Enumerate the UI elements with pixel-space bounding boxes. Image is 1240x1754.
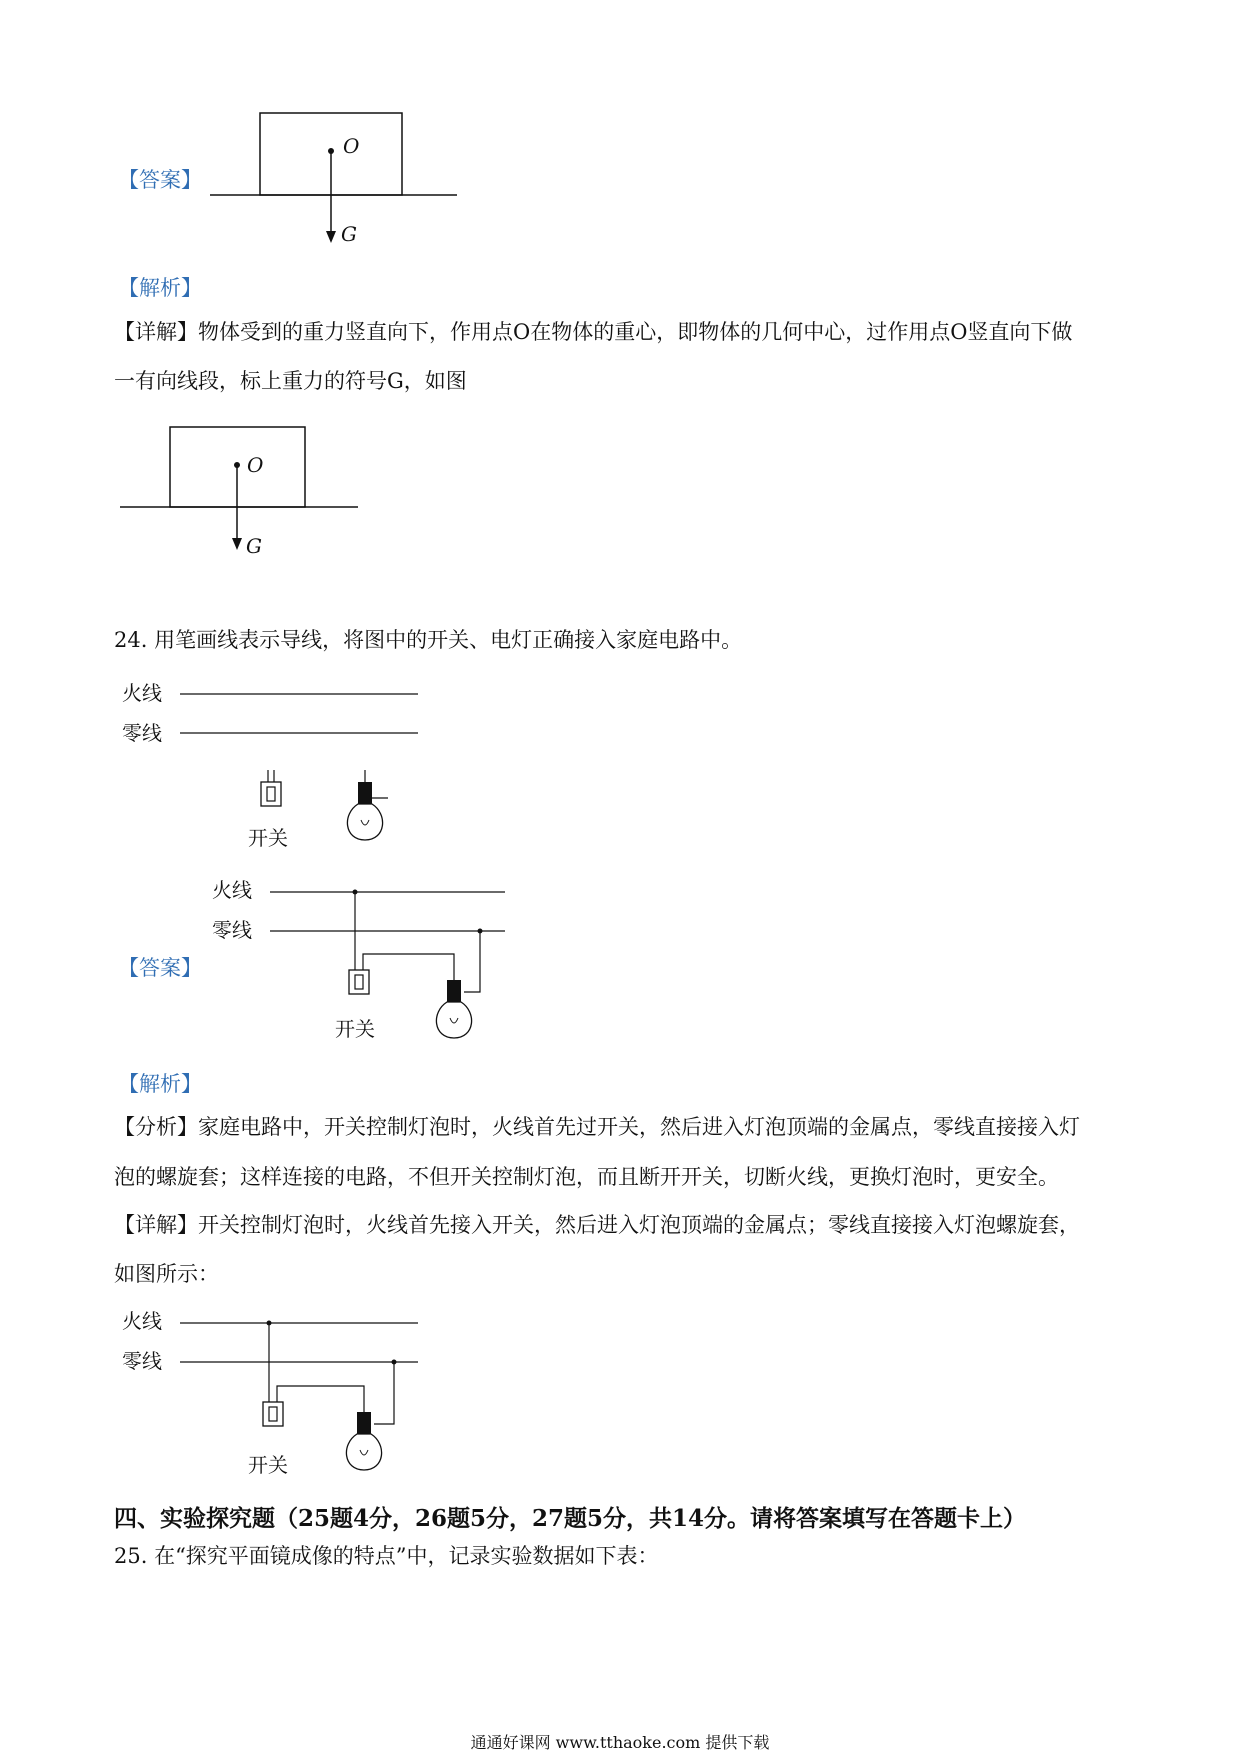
switch-label: 开关 [248, 826, 288, 850]
detail-tag: 【详解】 [114, 320, 198, 344]
q24-analysis-line1 [114, 1117, 1080, 1138]
switch-label-detail: 开关 [248, 1453, 288, 1477]
circuit-question-diagram [118, 670, 438, 860]
live-wire-label-detail: 火线 [122, 1309, 162, 1333]
detail-paragraph-line2: 一有向线段，标上重力的符号G，如图 [114, 369, 467, 393]
circuit-answer-diagram [208, 868, 518, 1058]
q24-detail-line1 [114, 1215, 1080, 1236]
q24-question: 24. 用笔画线表示导线，将图中的开关、电灯正确接入家庭电路中。 [114, 628, 743, 652]
live-wire-label-ans: 火线 [212, 878, 252, 902]
switch-label-ans: 开关 [335, 1017, 375, 1041]
gravity-diagram-answer [205, 105, 465, 255]
neutral-wire-label-detail: 零线 [122, 1349, 162, 1373]
q24-detail-line2: 如图所示： [114, 1262, 219, 1286]
analysis-label: 【分析】 [114, 1115, 198, 1139]
analysis-text: 家庭电路中，开关控制灯泡时，火线首先过开关，然后进入灯泡顶端的金属点，零线直接接入灯 [198, 1115, 1080, 1139]
bulb-icon [347, 770, 388, 840]
circuit-detail-diagram [118, 1300, 438, 1490]
gravity-diagram-detail [118, 422, 368, 562]
switch-icon [261, 770, 281, 806]
q24-detail-text: 开关控制灯泡时，火线首先接入开关，然后进入灯泡顶端的金属点；零线直接接入灯泡螺旋套， [198, 1213, 1080, 1237]
q24-analysis-tag: 【解析】 [118, 1072, 202, 1096]
neutral-wire-label-ans: 零线 [212, 918, 252, 942]
neutral-wire-label: 零线 [122, 721, 162, 745]
force-g-label-2: G [246, 534, 262, 558]
q24-analysis-line2: 泡的螺旋套；这样连接的电路，不但开关控制灯泡，而且断开开关，切断火线，更换灯泡时，更安全。 [114, 1165, 1059, 1189]
q25-question: 25. 在“探究平面镜成像的特点”中，记录实验数据如下表： [114, 1544, 659, 1568]
section4-heading: 四、实验探究题（25题4分，26题5分，27题5分，共14分。请将答案填写在答题卡上） [114, 1505, 1027, 1532]
q24-detail-tag: 【详解】 [114, 1213, 198, 1237]
detail-text: 物体受到的重力竖直向下，作用点O在物体的重心，即物体的几何中心，过作用点O竖直向下做 [198, 320, 1073, 344]
point-o-label-2: O [247, 453, 264, 477]
point-o-label: O [343, 134, 360, 158]
force-g-label: G [341, 222, 357, 246]
live-wire-label: 火线 [122, 681, 162, 705]
page-footer: 通通好课网 www.tthaoke.com 提供下载 [470, 1733, 770, 1752]
answer-tag: 【答案】 [118, 168, 202, 192]
analysis-tag: 【解析】 [118, 276, 202, 300]
q24-answer-tag: 【答案】 [118, 956, 202, 980]
detail-paragraph-line1 [114, 322, 1072, 343]
